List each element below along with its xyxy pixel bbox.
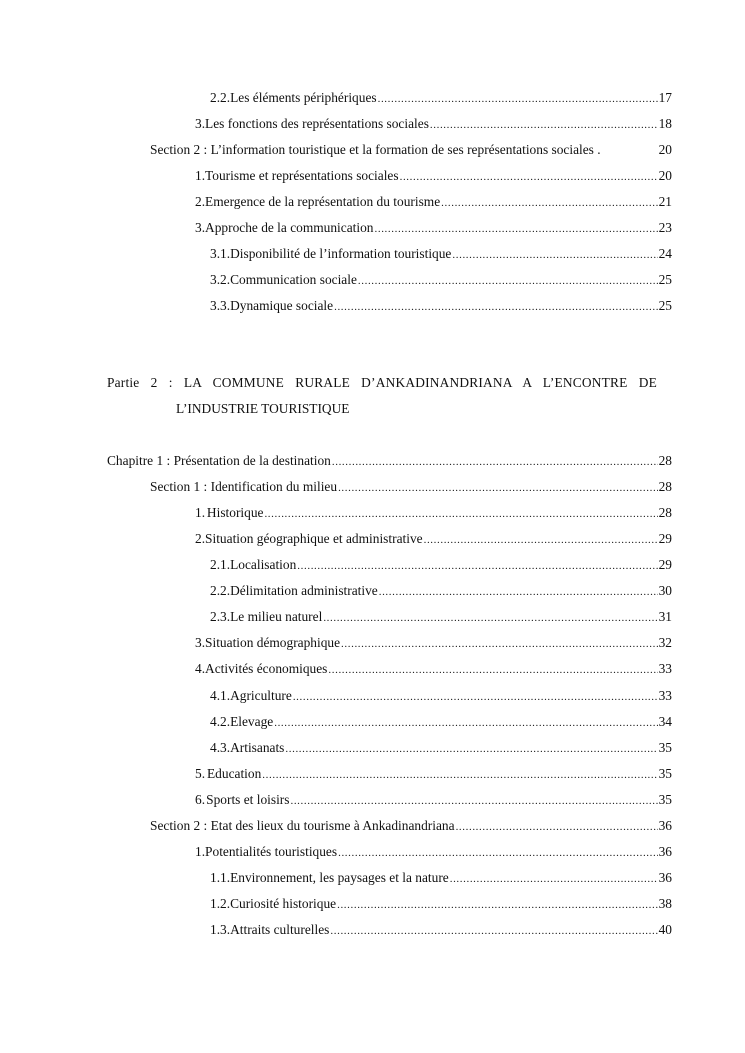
toc-entry[interactable] [195, 842, 672, 862]
entry-page: 20 [658, 168, 672, 183]
entry-number: 3. [195, 635, 206, 650]
dot-leader [328, 660, 657, 680]
entry-page: 28 [658, 505, 672, 520]
entry-page: 35 [658, 740, 672, 755]
toc-entry[interactable] [210, 686, 672, 706]
entry-label: Le milieu naturel [230, 609, 323, 624]
entry-page: 36 [658, 870, 672, 885]
dot-leader [400, 167, 658, 187]
dot-leader [379, 582, 658, 602]
entry-number: 2.2. [210, 583, 231, 598]
entry-label: Environnement, les paysages et la nature [230, 870, 449, 885]
entry-number: 2. [195, 194, 206, 209]
entry-number: 3. [195, 220, 206, 235]
dot-leader [450, 869, 658, 889]
entry-page: 21 [658, 194, 672, 209]
entry-label: Approche de la communication [205, 220, 374, 235]
dot-leader [456, 817, 658, 837]
entry-page: 29 [658, 557, 672, 572]
entry-number: 1. [195, 168, 206, 183]
dot-leader [424, 530, 658, 550]
entry-page: 24 [658, 246, 672, 261]
toc-entry[interactable] [195, 633, 672, 653]
entry-label: Situation géographique et administrative [205, 531, 423, 546]
entry-number: 2.1. [210, 557, 231, 572]
entry-number: 4.1. [210, 688, 231, 703]
entry-label: Attraits culturelles [230, 922, 330, 937]
dot-leader [430, 115, 658, 135]
entry-number: 4.3. [210, 740, 231, 755]
entry-label: Potentialités touristiques [205, 844, 338, 859]
entry-label: Dynamique sociale [230, 298, 334, 313]
toc-entry[interactable] [210, 712, 672, 732]
entry-number: 4.2. [210, 714, 231, 729]
entry-label: Historique [206, 505, 264, 520]
entry-label: Délimitation administrative [230, 583, 378, 598]
entry-label: Emergence de la représentation du tourisme [205, 194, 441, 209]
entry-page: 30 [658, 583, 672, 598]
entry-label: Les éléments périphériques [230, 90, 377, 105]
entry-label: Chapitre 1 : Présentation de la destination [107, 453, 331, 468]
entry-number: 2.2. [210, 90, 231, 105]
entry-page: 20 [658, 142, 672, 157]
toc-entry[interactable] [150, 477, 672, 497]
entry-label: Situation démographique [205, 635, 341, 650]
entry-label: Curiosité historique [230, 896, 337, 911]
toc-entry[interactable] [210, 270, 672, 290]
toc-entry[interactable] [150, 140, 672, 160]
toc-entry[interactable] [210, 738, 672, 758]
entry-label: Section 2 : L’information touristique et la formation de ses représentations sociales . [150, 142, 601, 157]
entry-page: 33 [658, 688, 672, 703]
entry-number: 3.3. [210, 298, 231, 313]
toc-entry[interactable] [210, 296, 672, 316]
entry-label: Education [207, 766, 262, 781]
toc-entry[interactable] [210, 244, 672, 264]
entry-page: 28 [658, 479, 672, 494]
dot-leader [375, 219, 658, 239]
entry-label: Localisation [230, 557, 297, 572]
dot-leader [341, 634, 658, 654]
entry-number: 4. [195, 661, 206, 676]
entry-number: 2. [195, 531, 206, 546]
entry-number: 3.2. [210, 272, 231, 287]
entry-label: Section 1 : Identification du milieu [150, 479, 338, 494]
toc-entry[interactable] [210, 607, 672, 627]
entry-page: 36 [658, 844, 672, 859]
toc-entry[interactable] [210, 88, 672, 108]
entry-page: 35 [658, 766, 672, 781]
entry-label: Sports et loisirs [206, 792, 290, 807]
dot-leader [358, 271, 658, 291]
entry-number: 1.2. [210, 896, 231, 911]
entry-label: Communication sociale [230, 272, 357, 287]
dot-leader [452, 245, 657, 265]
toc-entry[interactable] [210, 581, 672, 601]
entry-page: 34 [658, 714, 672, 729]
entry-page: 31 [658, 609, 672, 624]
toc-entry[interactable] [195, 503, 672, 523]
dot-leader [262, 765, 657, 785]
entry-page: 38 [658, 896, 672, 911]
dot-leader [378, 89, 658, 109]
entry-label: Disponibilité de l’information touristique [230, 246, 452, 261]
toc-entry[interactable] [195, 218, 672, 238]
entry-label: Tourisme et représentations sociales [205, 168, 399, 183]
entry-page: 36 [658, 818, 672, 833]
entry-page: 29 [658, 531, 672, 546]
entry-label: Agriculture [230, 688, 292, 703]
toc-entry[interactable] [195, 114, 672, 134]
entry-number: 3. [195, 116, 206, 131]
dot-leader [334, 297, 658, 317]
entry-number: 1. [195, 505, 206, 520]
toc-entry[interactable] [195, 764, 672, 784]
part-heading-line1[interactable]: Partie 2 : LA COMMUNE RURALE D’ANKADINANDRIANA A L’ENCONTRE DE [107, 375, 657, 390]
entry-label: Artisanats [230, 740, 285, 755]
dot-leader [337, 895, 658, 915]
entry-label: Section 2 : Etat des lieux du tourisme à Ankadinandriana [150, 818, 455, 833]
entry-page: 23 [658, 220, 672, 235]
entry-page: 25 [658, 298, 672, 313]
entry-label: Activités économiques [205, 661, 328, 676]
dot-leader [290, 791, 657, 811]
dot-leader [332, 452, 658, 472]
toc-entry[interactable] [195, 192, 672, 212]
dot-leader [441, 193, 657, 213]
toc-entry[interactable] [195, 529, 672, 549]
dot-leader [323, 608, 657, 628]
toc-entry[interactable] [107, 451, 672, 471]
entry-page: 32 [658, 635, 672, 650]
dot-leader [330, 921, 657, 941]
entry-number: 2.3. [210, 609, 231, 624]
dot-leader [297, 556, 657, 576]
toc-entry[interactable] [195, 790, 672, 810]
dot-leader [285, 739, 657, 759]
entry-page: 18 [658, 116, 672, 131]
entry-page: 35 [658, 792, 672, 807]
dot-leader [274, 713, 657, 733]
toc-entry[interactable] [195, 166, 672, 186]
dot-leader [338, 478, 658, 498]
dot-leader [293, 687, 658, 707]
toc-entry[interactable] [210, 555, 672, 575]
toc-entry[interactable] [210, 920, 672, 940]
entry-page: 28 [658, 453, 672, 468]
entry-page: 40 [658, 922, 672, 937]
entry-label: Les fonctions des représentations sociales [205, 116, 429, 131]
toc-entry[interactable] [210, 894, 672, 914]
part-heading-line2: L’INDUSTRIE TOURISTIQUE [176, 401, 350, 416]
dot-leader [264, 504, 657, 524]
toc-entry[interactable] [150, 816, 672, 836]
entry-number: 6. [195, 792, 206, 807]
entry-label: Elevage [230, 714, 274, 729]
toc-entry[interactable] [195, 659, 672, 679]
entry-number: 5. [195, 766, 206, 781]
entry-page: 17 [658, 90, 672, 105]
entry-number: 3.1. [210, 246, 231, 261]
entry-number: 1.3. [210, 922, 231, 937]
entry-page: 25 [658, 272, 672, 287]
entry-page: 33 [658, 661, 672, 676]
dot-leader [338, 843, 658, 863]
toc-entry[interactable] [210, 868, 672, 888]
entry-number: 1. [195, 844, 206, 859]
entry-number: 1.1. [210, 870, 231, 885]
